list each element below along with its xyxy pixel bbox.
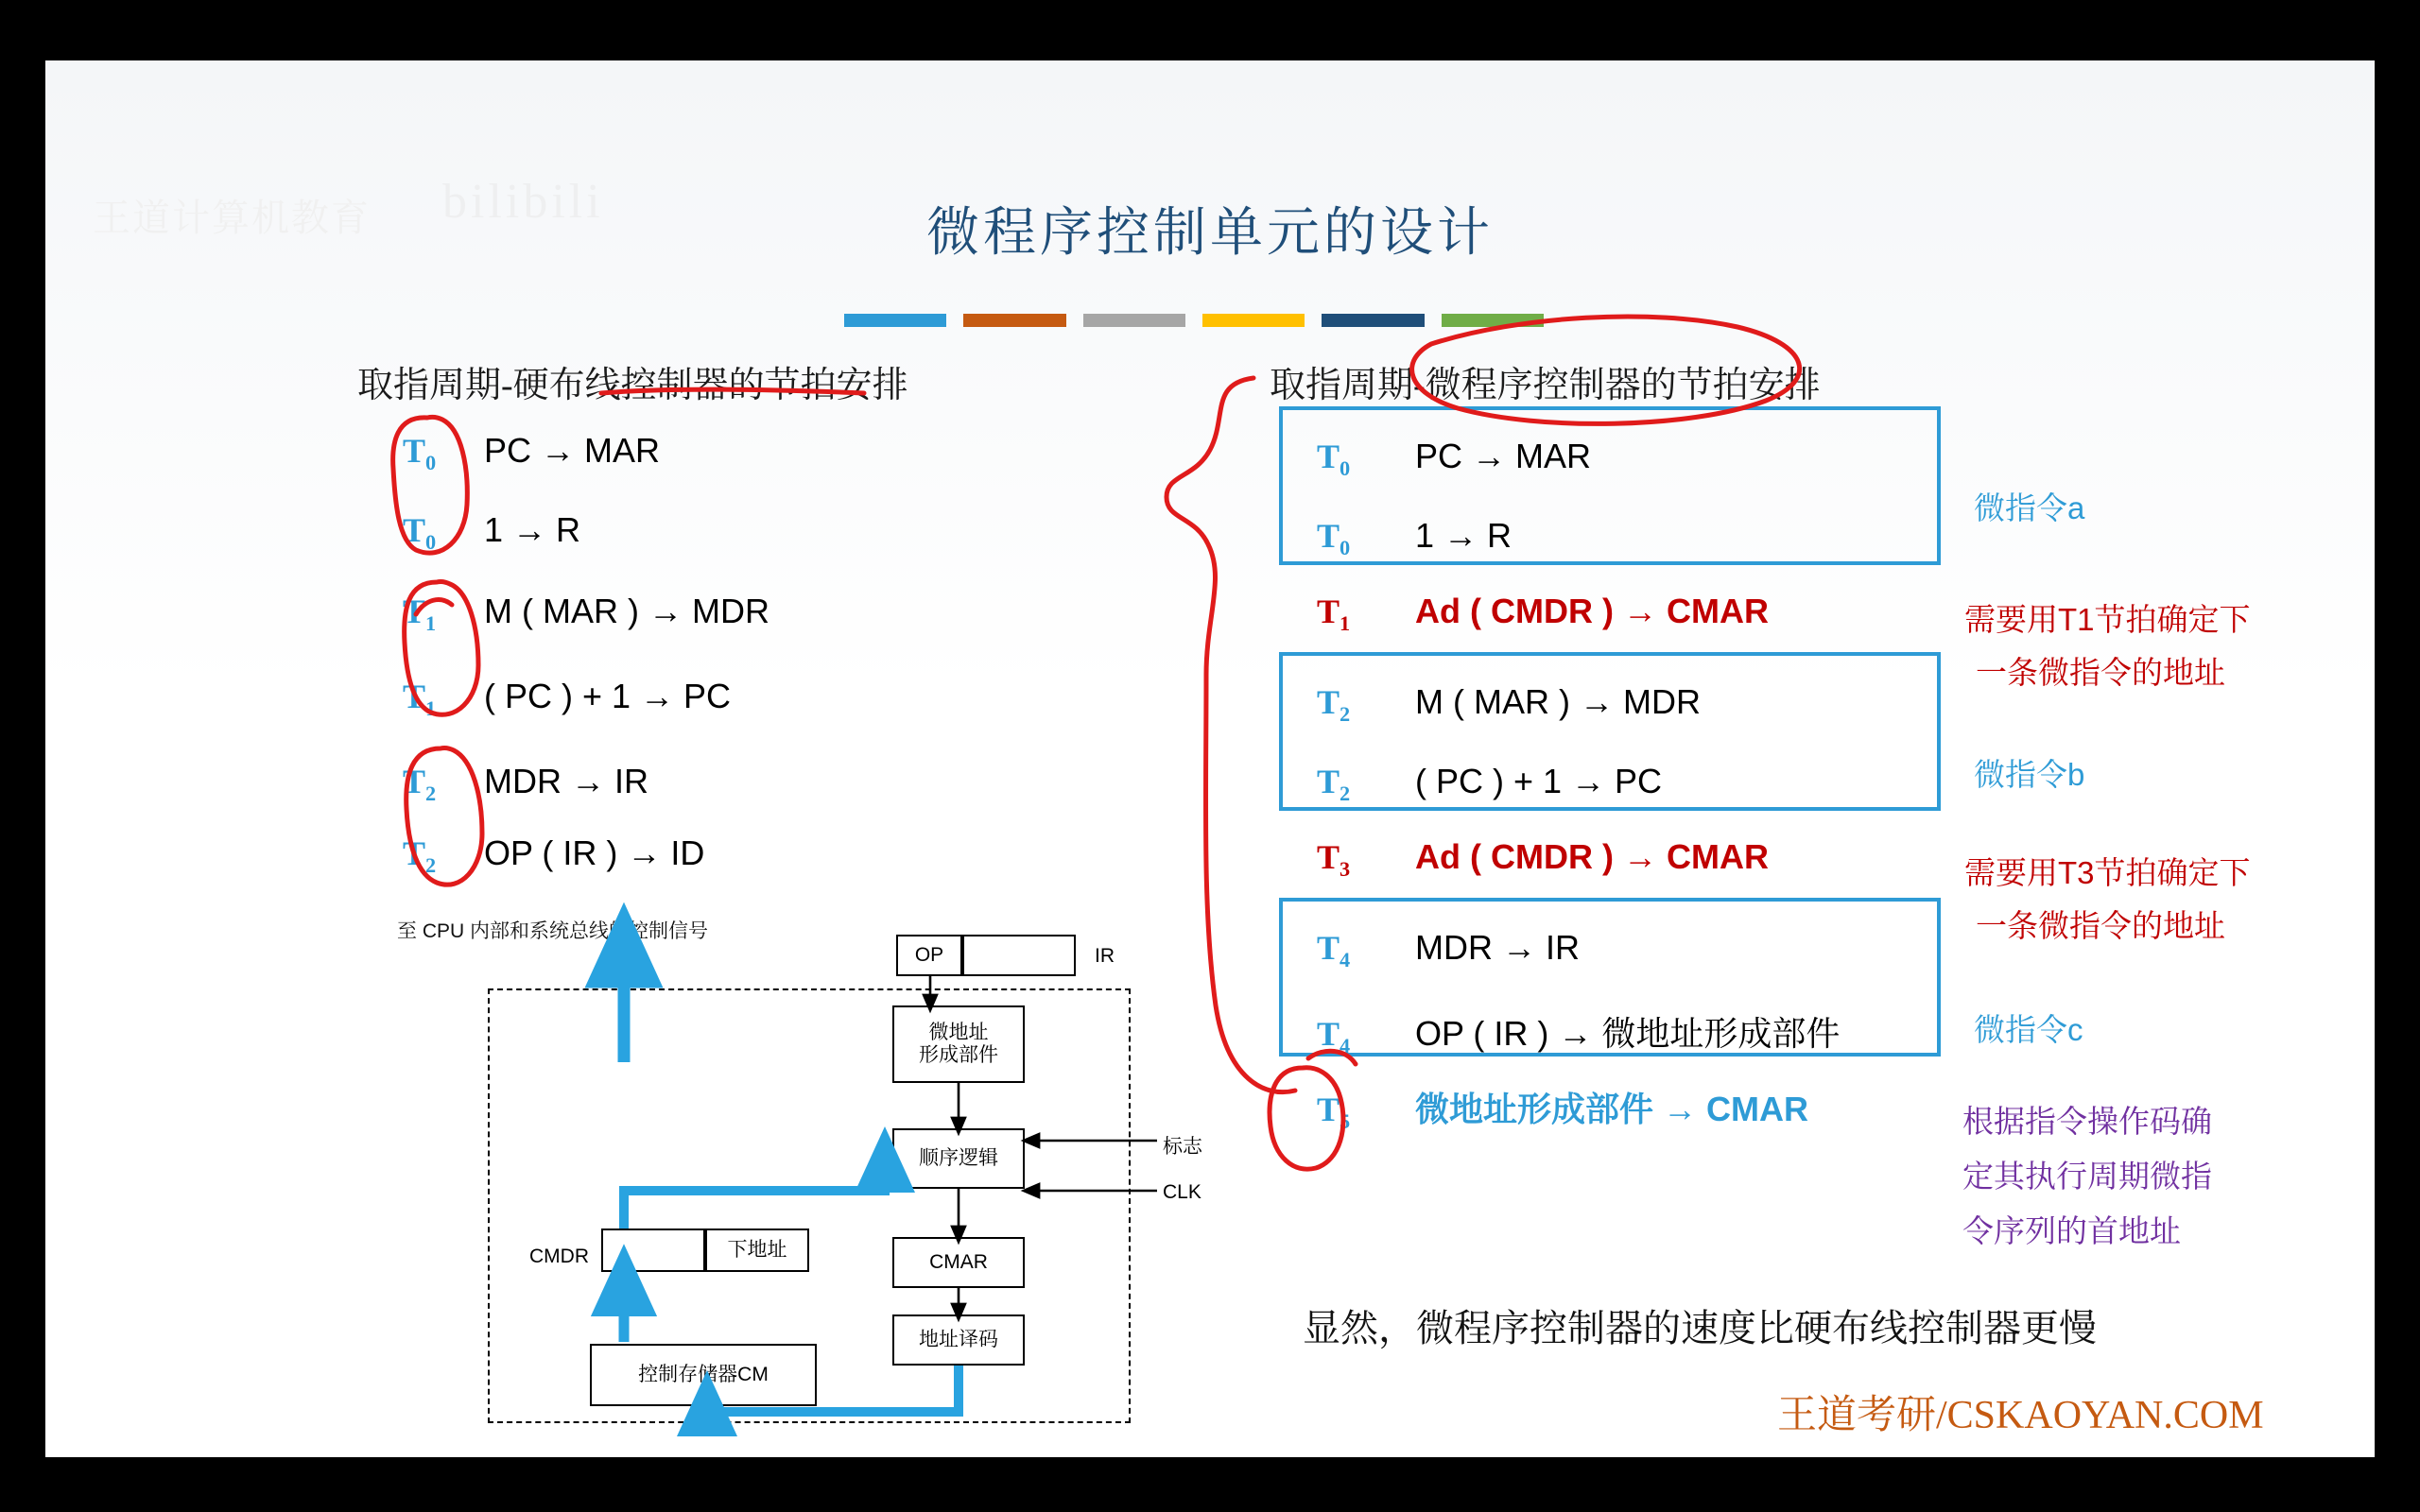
- flag-label: 标志: [1163, 1136, 1202, 1158]
- ir-label: IR: [1095, 945, 1115, 967]
- left-row-text: M ( MAR ) → MDR: [484, 592, 769, 630]
- right-row-text: M ( MAR ) → MDR: [1415, 682, 1701, 721]
- tick-label: $T_0$: [1317, 438, 1351, 481]
- ruler-seg-2: [963, 314, 1065, 327]
- address-decode-block: 地址译码: [892, 1314, 1025, 1366]
- left-row-text: PC → MAR: [484, 431, 661, 470]
- left-row-3: [403, 677, 731, 721]
- title-ruler: [844, 314, 1544, 327]
- left-row-text: OP ( IR ) → ID: [484, 833, 705, 872]
- ir-op-field: OP: [896, 935, 962, 976]
- right-row-2: [1317, 592, 1769, 636]
- tick-label: $T_2$: [1317, 683, 1351, 727]
- left-row-4: [403, 762, 648, 806]
- ruler-seg-4: [1202, 314, 1305, 327]
- annotation-text: 令序列的首地址: [1962, 1213, 2181, 1248]
- annotation-text: 一条微指令的地址: [1976, 655, 2225, 690]
- ir-rest-field: [962, 935, 1076, 976]
- tick-label: $T_1$: [403, 593, 437, 636]
- right-row-6: [1317, 928, 1580, 972]
- tick-label: $T_2$: [403, 834, 437, 878]
- annotation-opcode-line3: [1962, 1210, 2181, 1253]
- tick-label: $T_1$: [403, 678, 437, 721]
- tick-label: $T_2$: [1317, 763, 1351, 806]
- footer-brand: 王道考研/CSKAOYAN.COM: [1777, 1394, 2264, 1437]
- right-row-3: [1317, 682, 1701, 727]
- left-row-0: [403, 431, 660, 475]
- left-row-text: ( PC ) + 1 → PC: [484, 677, 732, 715]
- right-heading: 取指周期-微程序控制器的节拍安排: [1270, 366, 1821, 405]
- right-row-text: Ad ( CMDR ) → CMAR: [1415, 837, 1769, 876]
- tick-label: $T_4$: [1317, 929, 1351, 972]
- annotation-text: 定其执行周期微指: [1962, 1159, 2212, 1194]
- ruler-seg-3: [1083, 314, 1185, 327]
- ruler-seg-1: [844, 314, 946, 327]
- micro-address-former-block: [892, 1005, 1025, 1083]
- annotation-note-t1-line2: [1976, 652, 2225, 695]
- annotation-text: 需要用T1节拍确定下: [1964, 602, 2251, 637]
- block-line-1: 微地址: [928, 1021, 989, 1043]
- tick-label: $T_1$: [1317, 593, 1351, 636]
- brand-watermark: bilibili: [442, 175, 604, 229]
- annotation-micro-a: 微指令a: [1974, 490, 2085, 525]
- cmdr-label: CMDR: [529, 1246, 589, 1267]
- annotation-micro-b: 微指令b: [1974, 757, 2085, 792]
- right-row-7: [1317, 1007, 1840, 1058]
- right-row-8: [1317, 1083, 1808, 1134]
- tick-label: $T_3$: [1317, 838, 1351, 882]
- cmar-block: CMAR: [892, 1237, 1025, 1288]
- annotation-note-t3-line1: [1964, 852, 2251, 895]
- control-store-block: 控制存储器CM: [590, 1344, 817, 1406]
- right-row-text: OP ( IR ) → 微地址形成部件: [1415, 1014, 1841, 1053]
- left-heading: 取指周期-硬布线控制器的节拍安排: [357, 366, 908, 405]
- annotation-note-t1-line1: [1964, 599, 2251, 642]
- right-row-4: [1317, 762, 1662, 806]
- left-row-text: 1 → R: [484, 510, 581, 549]
- conclusion-text: 显然，微程序控制器的速度比硬布线控制器更慢: [1303, 1307, 2097, 1349]
- annotation-text: 根据指令操作码确: [1962, 1104, 2212, 1139]
- left-row-2: [403, 592, 769, 636]
- right-row-text: ( PC ) + 1 → PC: [1415, 762, 1663, 800]
- annotation-opcode-line2: [1962, 1155, 2212, 1198]
- left-row-5: [403, 833, 704, 878]
- right-row-text: 1 → R: [1415, 516, 1512, 555]
- right-row-1: [1317, 516, 1512, 560]
- tick-label: $T_0$: [403, 511, 437, 555]
- tick-label: $T_4$: [1317, 1015, 1351, 1058]
- annotation-opcode-line1: [1962, 1100, 2212, 1143]
- annotation-micro-c: 微指令c: [1974, 1012, 2083, 1047]
- annotation-note-t3-line2: [1976, 905, 2225, 948]
- page-title: 微程序控制单元的设计: [926, 204, 1494, 263]
- ruler-seg-5: [1322, 314, 1424, 327]
- slide: [45, 60, 2375, 1457]
- next-address-field: 下地址: [705, 1228, 809, 1272]
- tick-label: $T_2$: [403, 763, 437, 806]
- tick-label: $T_0$: [403, 432, 437, 475]
- tick-label: $T_5$: [1317, 1091, 1351, 1134]
- clk-label: CLK: [1163, 1181, 1201, 1203]
- tick-label: $T_0$: [1317, 517, 1351, 560]
- right-row-text: 微地址形成部件 → CMAR: [1415, 1090, 1808, 1128]
- ruler-seg-6: [1442, 314, 1544, 327]
- cmdr-left-field: [601, 1228, 705, 1272]
- right-row-5: [1317, 837, 1769, 882]
- left-row-1: [403, 510, 580, 555]
- sequence-logic-block: 顺序逻辑: [892, 1128, 1025, 1189]
- control-signal-note: 至 CPU 内部和系统总线的控制信号: [397, 920, 709, 942]
- right-row-0: [1317, 437, 1591, 481]
- block-line-2: 形成部件: [919, 1044, 998, 1066]
- annotation-text: 一条微指令的地址: [1976, 908, 2225, 943]
- right-row-text: PC → MAR: [1415, 437, 1592, 475]
- right-row-text: MDR → IR: [1415, 928, 1580, 967]
- annotation-text: 需要用T3节拍确定下: [1964, 855, 2251, 890]
- right-row-text: Ad ( CMDR ) → CMAR: [1415, 592, 1769, 630]
- brand-logo: 王道计算机教育: [93, 197, 371, 239]
- left-row-text: MDR → IR: [484, 762, 648, 800]
